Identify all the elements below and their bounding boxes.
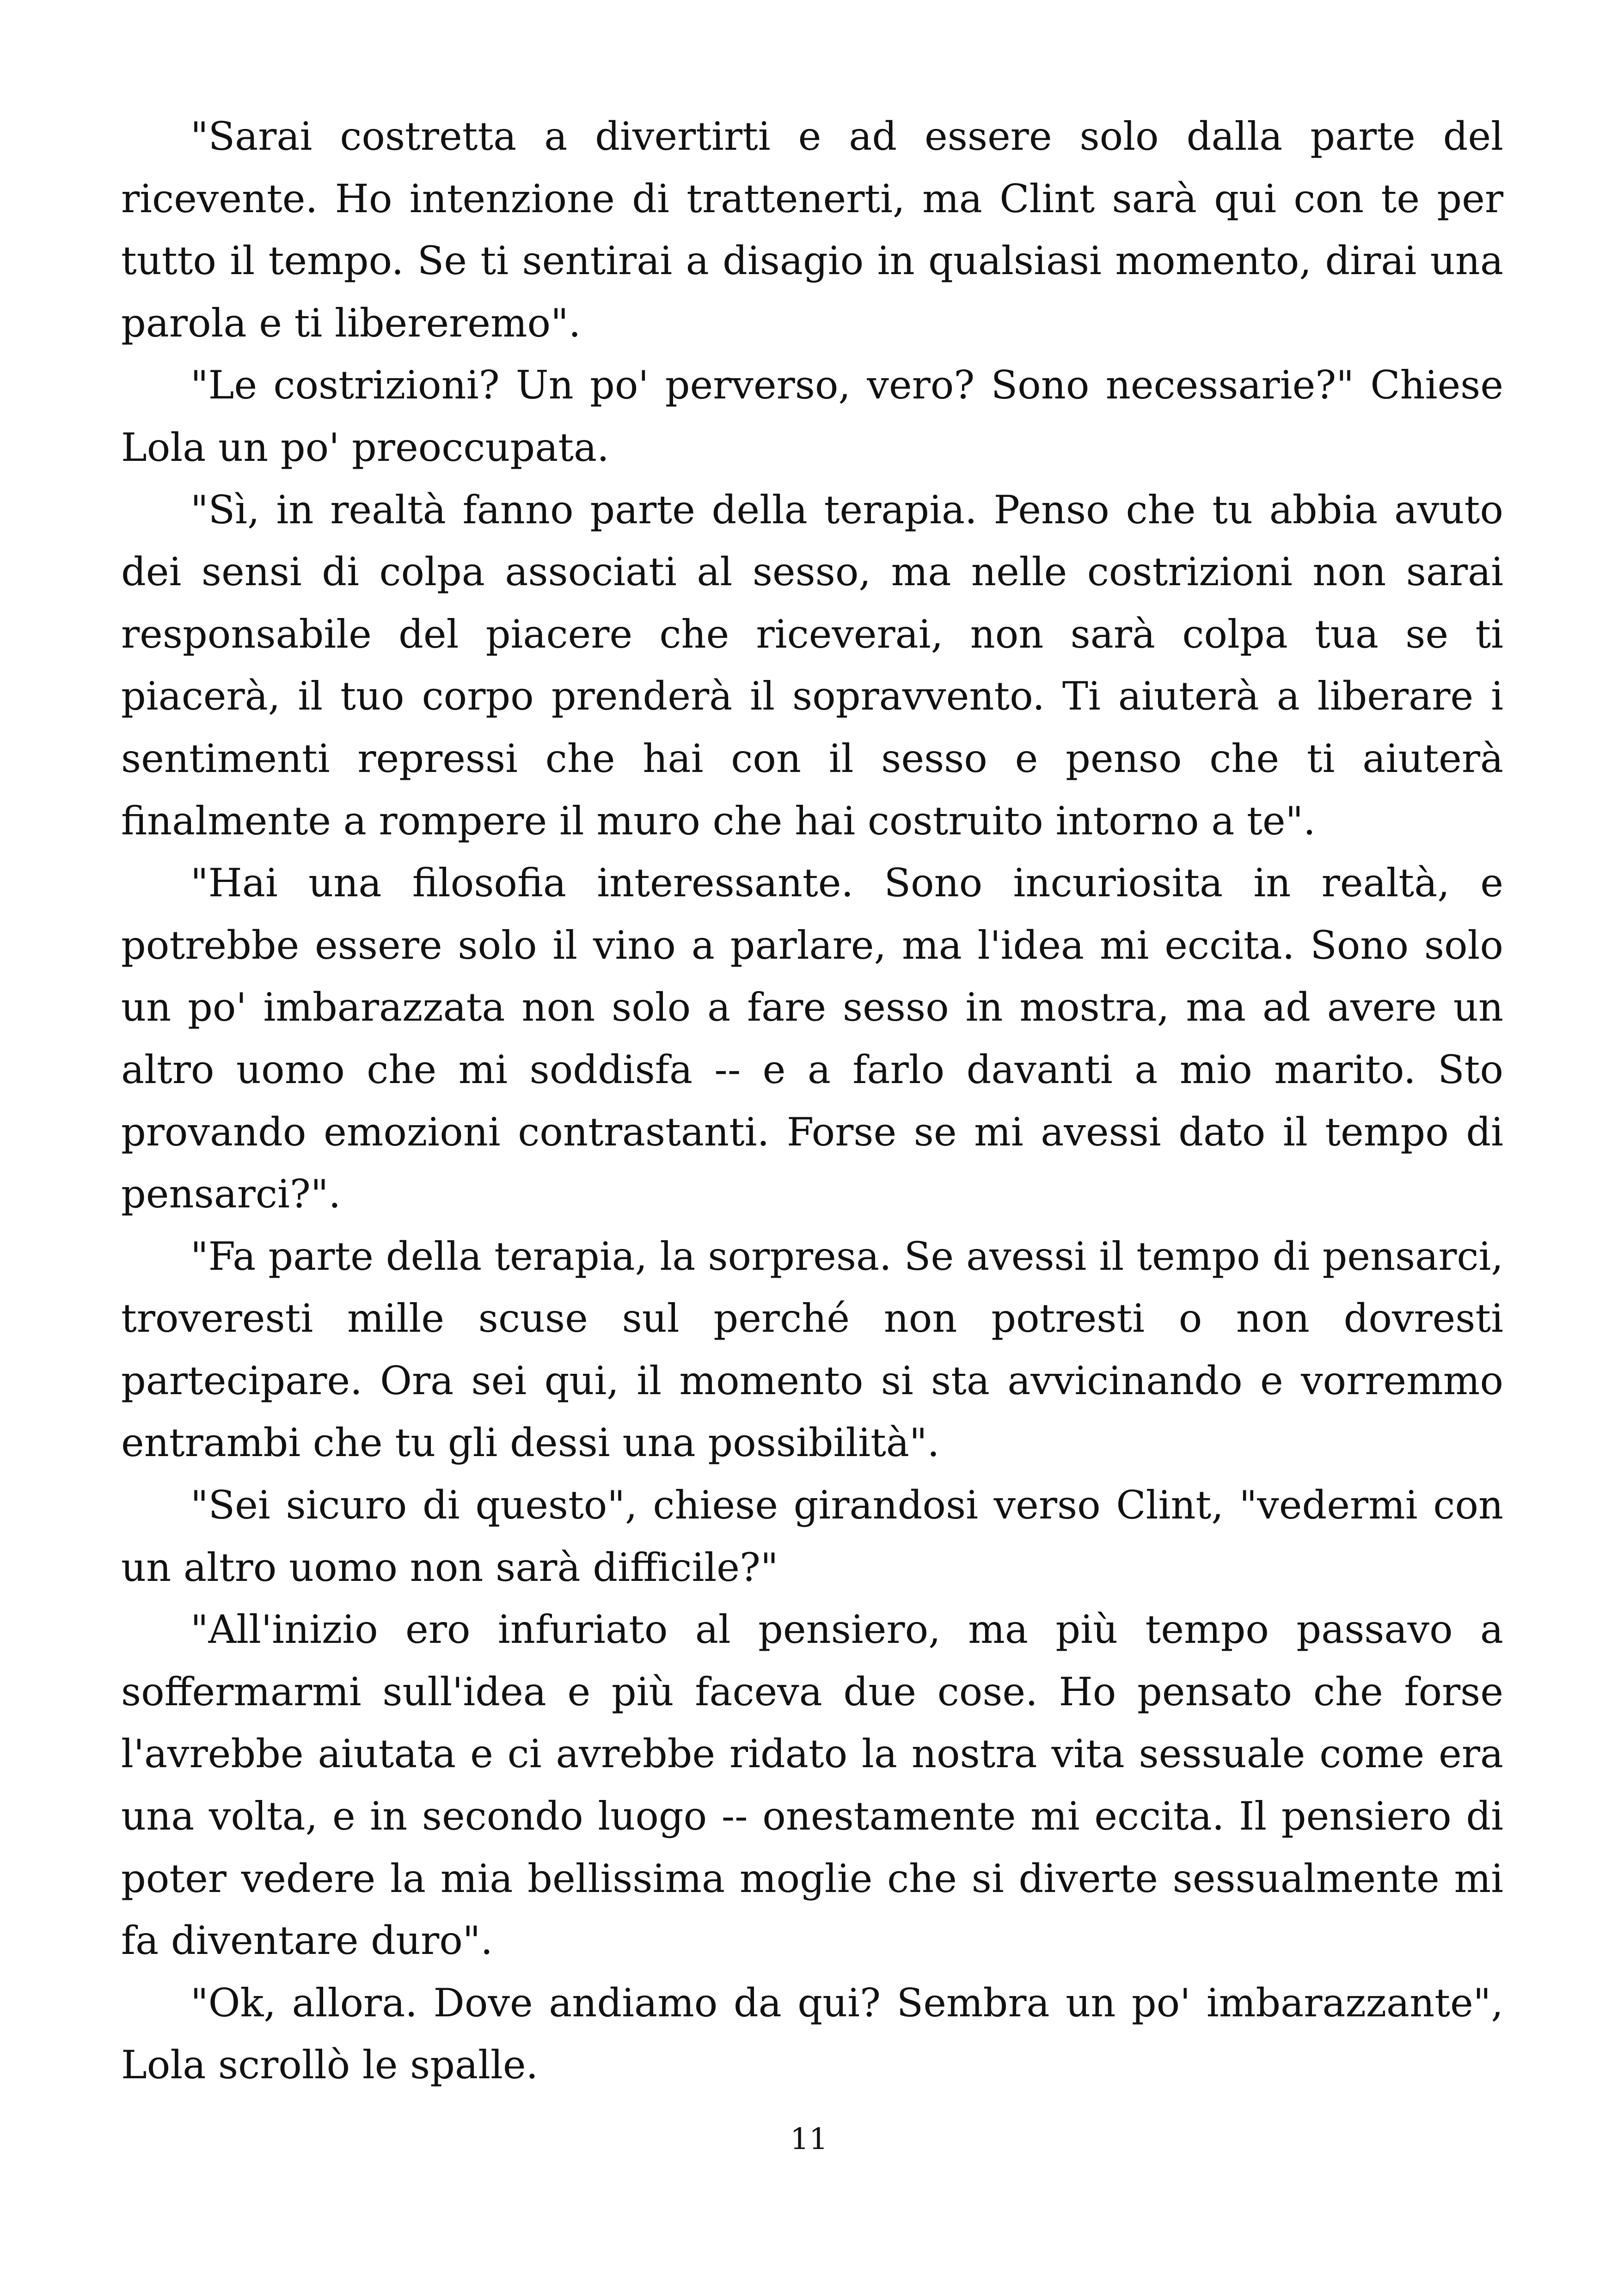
page-number: 11	[790, 2122, 828, 2156]
paragraph-3: "Sì, in realtà fanno parte della terapia. Penso che tu abbia avuto dei sensi di colpa associati al sesso, ma nelle costrizioni non sarai responsabile del piacere che riceverai, non sarà colpa tua se ti piacerà, il tuo corpo prenderà il sopravvento. Ti aiuterà a liberare i sentimenti repressi che hai con il sesso e penso che ti aiuterà finalmente a rompere il muro che hai costruito intorno a te".	[121, 487, 1503, 844]
paragraph-5: "Fa parte della terapia, la sorpresa. Se avessi il tempo di pensarci, troveresti mille scuse sul perché non potresti o non dovresti partecipare. Ora sei qui, il momento si sta avvicinando e vorremmo entrambi che tu gli dessi una possibilità".	[121, 1233, 1503, 1466]
paragraph-8: "Ok, allora. Dove andiamo da qui? Sembra un po' imbarazzante", Lola scrollò le spalle.	[121, 1980, 1503, 2088]
paragraph-1: "Sarai costretta a divertirti e ad essere solo dalla parte del ricevente. Ho intenzione di trattenerti, ma Clint sarà qui con te per tutto il tempo. Se ti sentirai a disagio in qualsiasi momento, dirai una parola e ti libereremo".	[121, 114, 1503, 346]
body-text	[121, 105, 1503, 2096]
paragraph-7: "All'inizio ero infuriato al pensiero, ma più tempo passavo a soffermarmi sull'idea e più faceva due cose. Ho pensato che forse l'avrebbe aiutata e ci avrebbe ridato la nostra vita sessuale come era una volta, e in secondo luogo -- onestamente mi eccita. Il pensiero di poter vedere la mia bellissima moglie che si diverte sessualmente mi fa diventare duro".	[121, 1607, 1503, 1964]
paragraph-6: "Sei sicuro di questo", chiese girandosi verso Clint, "vedermi con un altro uomo non sarà difficile?"	[121, 1482, 1503, 1590]
paragraph-4: "Hai una filosofia interessante. Sono incuriosita in realtà, e potrebbe essere solo il vino a parlare, ma l'idea mi eccita. Sono solo un po' imbarazzata non solo a fare sesso in mostra, ma ad avere un altro uomo che mi soddisfa -- e a farlo davanti a mio marito. Sto provando emozioni contrastanti. Forse se mi avessi dato il tempo di pensarci?".	[121, 860, 1503, 1217]
paragraph-2: "Le costrizioni? Un po' perverso, vero? Sono necessarie?" Chiese Lola un po' preoccupata.	[121, 362, 1503, 470]
